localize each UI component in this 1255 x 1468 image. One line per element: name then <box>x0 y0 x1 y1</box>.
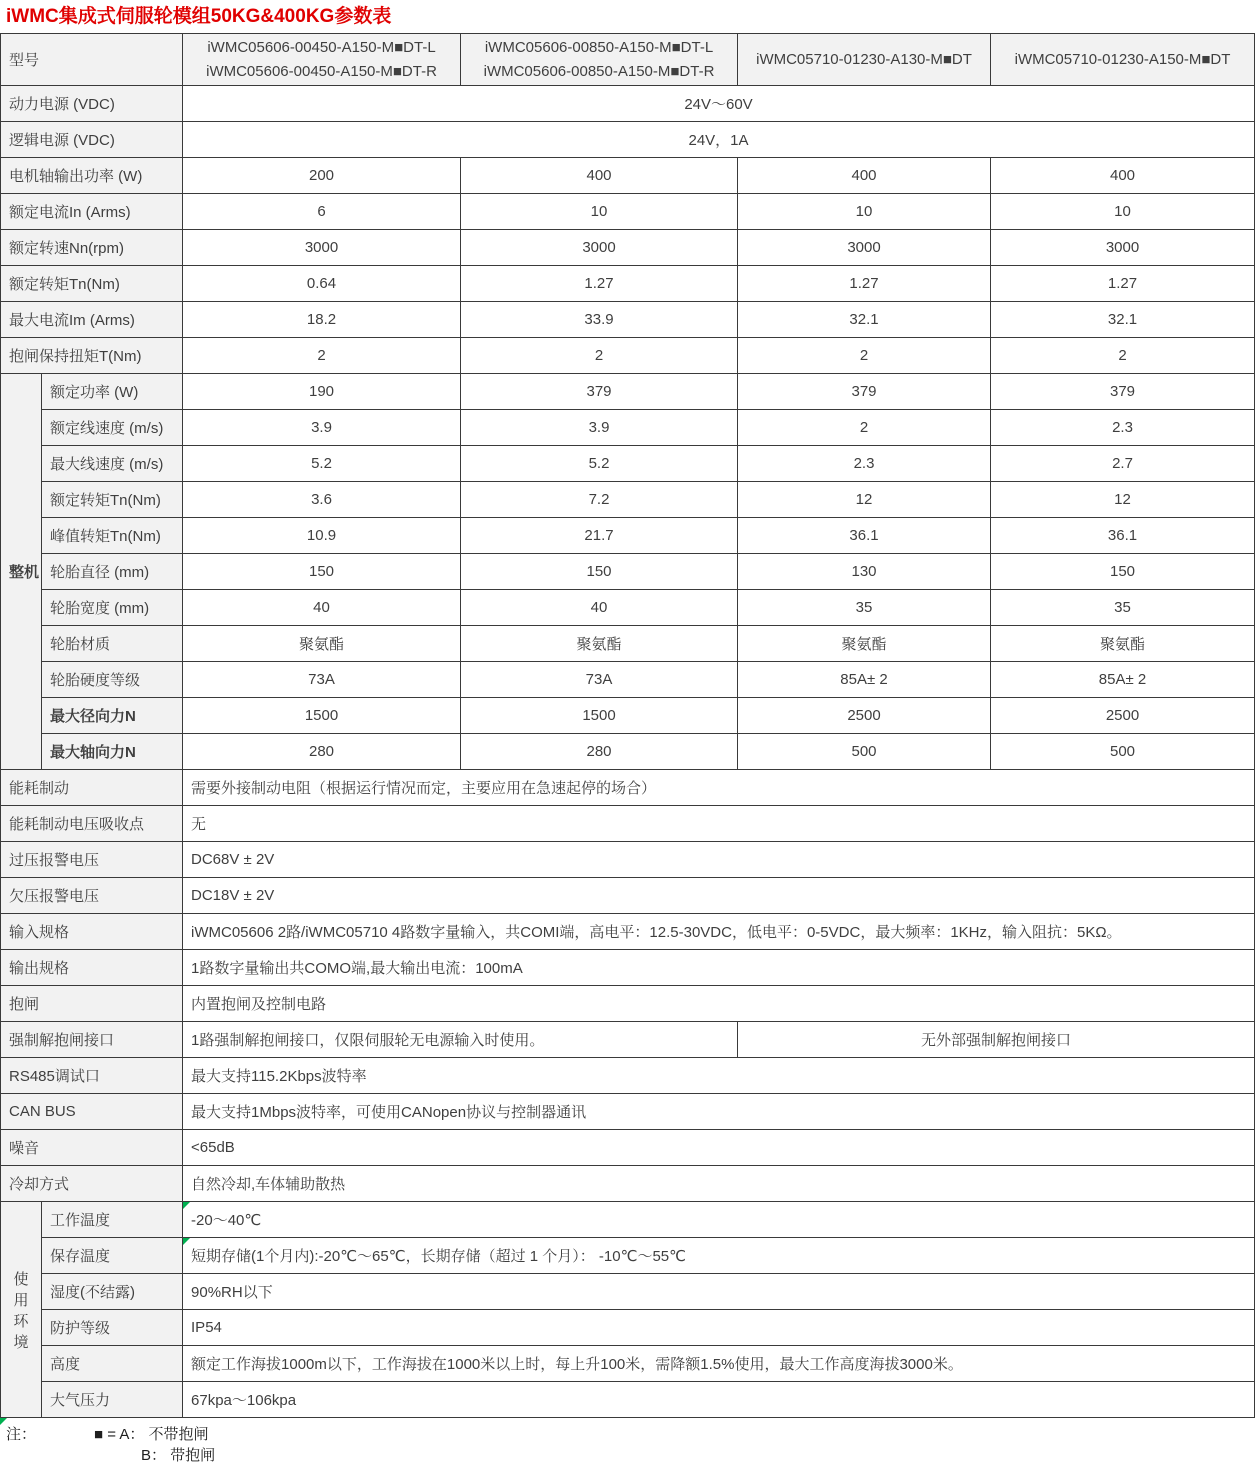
cell-value: 400 <box>991 158 1255 194</box>
green-corner-marker-icon <box>183 1202 190 1209</box>
cell-value: 3.6 <box>183 482 461 518</box>
cell-value: 内置抱闸及控制电路 <box>183 986 1255 1022</box>
cell-value: 379 <box>461 374 738 410</box>
cell-value: 379 <box>738 374 991 410</box>
cell-value: 6 <box>183 194 461 230</box>
table-row <box>1 122 1255 158</box>
table-row <box>1 1310 1255 1346</box>
cell-value: 聚氨酯 <box>461 626 738 662</box>
model-name: iWMC05606-00450-A150-M■DT-R <box>206 62 437 80</box>
cell-value: 2500 <box>738 698 991 734</box>
footnote-text: B： 带抱闸 <box>141 1447 216 1464</box>
table-row <box>1 194 1255 230</box>
row-label: 保存温度 <box>42 1238 183 1274</box>
cell-value: 200 <box>183 158 461 194</box>
row-label: 强制解抱闸接口 <box>1 1022 183 1058</box>
cell-value: 1.27 <box>461 266 738 302</box>
table-row <box>1 446 1255 482</box>
row-label: 峰值转矩Tn(Nm) <box>42 518 183 554</box>
table-row <box>1 410 1255 446</box>
page-title: iWMC集成式伺服轮模组50KG&400KG参数表 <box>6 6 392 27</box>
table-row <box>1 518 1255 554</box>
row-label: 逻辑电源 (VDC) <box>1 122 183 158</box>
row-label: 电机轴输出功率 (W) <box>1 158 183 194</box>
cell-value: 5.2 <box>461 446 738 482</box>
table-row <box>1 878 1255 914</box>
cell-text: 短期存储(1个月内):-20℃～65℃，长期存储（超过 1 个月）： -10℃～55℃ <box>191 1248 686 1265</box>
row-label: 噪音 <box>1 1130 183 1166</box>
row-label: CAN BUS <box>1 1094 183 1130</box>
cell-value: 1.27 <box>991 266 1255 302</box>
cell-value: 12 <box>991 482 1255 518</box>
cell-value: 379 <box>991 374 1255 410</box>
cell-value: 73A <box>183 662 461 698</box>
footnote-line-2 <box>6 1445 1255 1466</box>
table-row <box>1 626 1255 662</box>
cell-value: 0.64 <box>183 266 461 302</box>
cell-value <box>183 1202 1255 1238</box>
table-row <box>1 1346 1255 1382</box>
row-label: RS485调试口 <box>1 1058 183 1094</box>
cell-value: 73A <box>461 662 738 698</box>
model-name: iWMC05710-01230-A130-M■DT <box>756 50 972 68</box>
table-row <box>1 590 1255 626</box>
table-row <box>1 482 1255 518</box>
table-row <box>1 1238 1255 1274</box>
table-row <box>1 1202 1255 1238</box>
cell-value: 3000 <box>461 230 738 266</box>
table-row <box>1 302 1255 338</box>
cell-value: 400 <box>461 158 738 194</box>
cell-value: 5.2 <box>183 446 461 482</box>
cell-value: 1.27 <box>738 266 991 302</box>
model-cell <box>461 34 738 86</box>
cell-value: 40 <box>461 590 738 626</box>
row-label: 轮胎宽度 (mm) <box>42 590 183 626</box>
table-row <box>1 734 1255 770</box>
table-row <box>1 662 1255 698</box>
table-row <box>1 1166 1255 1202</box>
row-label: 高度 <box>42 1346 183 1382</box>
row-label: 输入规格 <box>1 914 183 950</box>
table-row <box>1 770 1255 806</box>
cell-value: 聚氨酯 <box>183 626 461 662</box>
row-label: 能耗制动电压吸收点 <box>1 806 183 842</box>
green-corner-marker-icon <box>183 1238 190 1245</box>
model-header-row <box>1 34 1255 86</box>
cell-value: 3.9 <box>461 410 738 446</box>
row-label: 最大电流Im (Arms) <box>1 302 183 338</box>
cell-value: 聚氨酯 <box>738 626 991 662</box>
row-label: 冷却方式 <box>1 1166 183 1202</box>
cell-value: 35 <box>991 590 1255 626</box>
cell-value: 21.7 <box>461 518 738 554</box>
table-row <box>1 1022 1255 1058</box>
model-cell <box>738 34 991 86</box>
row-label: 动力电源 (VDC) <box>1 86 183 122</box>
cell-value: 280 <box>183 734 461 770</box>
cell-value: IP54 <box>183 1310 1255 1346</box>
footnote-line-1 <box>6 1424 1255 1445</box>
footnote-prefix: 注： <box>6 1426 37 1443</box>
cell-value: 12 <box>738 482 991 518</box>
cell-value: 130 <box>738 554 991 590</box>
row-label: 最大线速度 (m/s) <box>42 446 183 482</box>
row-label: 大气压力 <box>42 1382 183 1418</box>
cell-value: 额定工作海拔1000m以下，工作海拔在1000米以上时，每上升100米，需降额1.5%使用，最大工作高度海拔3000米。 <box>183 1346 1255 1382</box>
cell-value: 2 <box>461 338 738 374</box>
cell-value: 最大支持1Mbps波特率，可使用CANopen协议与控制器通讯 <box>183 1094 1255 1130</box>
row-label: 过压报警电压 <box>1 842 183 878</box>
table-row <box>1 950 1255 986</box>
cell-value: iWMC05606 2路/iWMC05710 4路数字量输入，共COMI端，高电平：12.5-30VDC，低电平：0-5VDC，最大频率：1KHz，输入阻抗：5KΩ。 <box>183 914 1255 950</box>
group-label-machine: 整机 <box>1 374 42 770</box>
row-label: 型号 <box>1 34 183 86</box>
cell-value: 3.9 <box>183 410 461 446</box>
cell-value: 150 <box>183 554 461 590</box>
row-label: 额定转速Nn(rpm) <box>1 230 183 266</box>
footnote-text: ■ = A： 不带抱闸 <box>94 1426 209 1443</box>
table-row <box>1 1274 1255 1310</box>
cell-value: 67kpa～106kpa <box>183 1382 1255 1418</box>
cell-value: 150 <box>991 554 1255 590</box>
model-name: iWMC05606-00850-A150-M■DT-L <box>484 38 714 56</box>
cell-value: DC68V ± 2V <box>183 842 1255 878</box>
cell-value: 24V，1A <box>183 122 1255 158</box>
cell-value: 190 <box>183 374 461 410</box>
cell-value: 85A± 2 <box>991 662 1255 698</box>
cell-value: 2500 <box>991 698 1255 734</box>
cell-value: 150 <box>461 554 738 590</box>
table-row <box>1 1058 1255 1094</box>
table-row <box>1 1130 1255 1166</box>
row-label: 能耗制动 <box>1 770 183 806</box>
row-label: 额定功率 (W) <box>42 374 183 410</box>
cell-value: 聚氨酯 <box>991 626 1255 662</box>
row-label: 额定转矩Tn(Nm) <box>1 266 183 302</box>
cell-value: 2 <box>991 338 1255 374</box>
cell-value: 36.1 <box>738 518 991 554</box>
cell-value: 400 <box>738 158 991 194</box>
cell-value: 10 <box>461 194 738 230</box>
cell-value <box>183 1238 1255 1274</box>
row-label: 工作温度 <box>42 1202 183 1238</box>
cell-value: 无外部强制解抱闸接口 <box>738 1022 1255 1058</box>
table-row <box>1 374 1255 410</box>
cell-value: 36.1 <box>991 518 1255 554</box>
row-label: 防护等级 <box>42 1310 183 1346</box>
model-name: iWMC05710-01230-A150-M■DT <box>1014 50 1231 68</box>
table-row <box>1 986 1255 1022</box>
table-row <box>1 266 1255 302</box>
cell-value: 90%RH以下 <box>183 1274 1255 1310</box>
row-label: 轮胎硬度等级 <box>42 662 183 698</box>
cell-value: DC18V ± 2V <box>183 878 1255 914</box>
table-row <box>1 914 1255 950</box>
footnote <box>0 1418 1255 1468</box>
row-label: 输出规格 <box>1 950 183 986</box>
cell-value: 3000 <box>738 230 991 266</box>
cell-value: 2 <box>183 338 461 374</box>
cell-value: 7.2 <box>461 482 738 518</box>
cell-value: 2 <box>738 338 991 374</box>
cell-value: 18.2 <box>183 302 461 338</box>
cell-value: 10 <box>991 194 1255 230</box>
cell-value: 1500 <box>183 698 461 734</box>
cell-value: 10.9 <box>183 518 461 554</box>
table-row <box>1 86 1255 122</box>
cell-value: 2.3 <box>991 410 1255 446</box>
table-row <box>1 806 1255 842</box>
model-cell <box>183 34 461 86</box>
green-corner-marker-icon <box>0 1418 7 1425</box>
table-row <box>1 698 1255 734</box>
cell-value: 500 <box>738 734 991 770</box>
cell-value: 无 <box>183 806 1255 842</box>
table-row <box>1 554 1255 590</box>
row-label: 抱闸保持扭矩T(Nm) <box>1 338 183 374</box>
cell-value: 1路数字量输出共COMO端,最大输出电流：100mA <box>183 950 1255 986</box>
cell-value: 3000 <box>183 230 461 266</box>
cell-value: 自然冷却,车体辅助散热 <box>183 1166 1255 1202</box>
cell-value: 85A± 2 <box>738 662 991 698</box>
cell-value: 35 <box>738 590 991 626</box>
table-row <box>1 842 1255 878</box>
cell-value: 32.1 <box>738 302 991 338</box>
cell-value: 2.3 <box>738 446 991 482</box>
table-row <box>1 338 1255 374</box>
table-row <box>1 230 1255 266</box>
cell-value: 280 <box>461 734 738 770</box>
cell-value: 40 <box>183 590 461 626</box>
row-label: 额定转矩Tn(Nm) <box>42 482 183 518</box>
model-cell <box>991 34 1255 86</box>
cell-value: 3000 <box>991 230 1255 266</box>
cell-text: -20～40℃ <box>191 1212 262 1229</box>
table-row <box>1 158 1255 194</box>
model-name: iWMC05606-00450-A150-M■DT-L <box>207 38 436 56</box>
cell-value: 2 <box>738 410 991 446</box>
row-label: 额定线速度 (m/s) <box>42 410 183 446</box>
cell-value: 32.1 <box>991 302 1255 338</box>
cell-value: <65dB <box>183 1130 1255 1166</box>
table-row <box>1 1094 1255 1130</box>
cell-value: 10 <box>738 194 991 230</box>
cell-value: 33.9 <box>461 302 738 338</box>
model-name: iWMC05606-00850-A150-M■DT-R <box>483 62 715 80</box>
row-label: 最大轴向力N <box>42 734 183 770</box>
spec-table <box>0 33 1255 1418</box>
group-label-environment: 使用环境 <box>1 1202 42 1418</box>
row-label: 额定电流In (Arms) <box>1 194 183 230</box>
cell-value: 500 <box>991 734 1255 770</box>
cell-value: 2.7 <box>991 446 1255 482</box>
row-label: 轮胎直径 (mm) <box>42 554 183 590</box>
cell-value: 1路强制解抱闸接口，仅限伺服轮无电源输入时使用。 <box>183 1022 738 1058</box>
cell-value: 1500 <box>461 698 738 734</box>
row-label: 湿度(不结露) <box>42 1274 183 1310</box>
row-label: 轮胎材质 <box>42 626 183 662</box>
row-label: 最大径向力N <box>42 698 183 734</box>
row-label: 抱闸 <box>1 986 183 1022</box>
cell-value: 需要外接制动电阻（根据运行情况而定，主要应用在急速起停的场合） <box>183 770 1255 806</box>
cell-value: 24V～60V <box>183 86 1255 122</box>
table-row <box>1 1382 1255 1418</box>
row-label: 欠压报警电压 <box>1 878 183 914</box>
title-bar <box>0 0 1255 33</box>
cell-value: 最大支持115.2Kbps波特率 <box>183 1058 1255 1094</box>
